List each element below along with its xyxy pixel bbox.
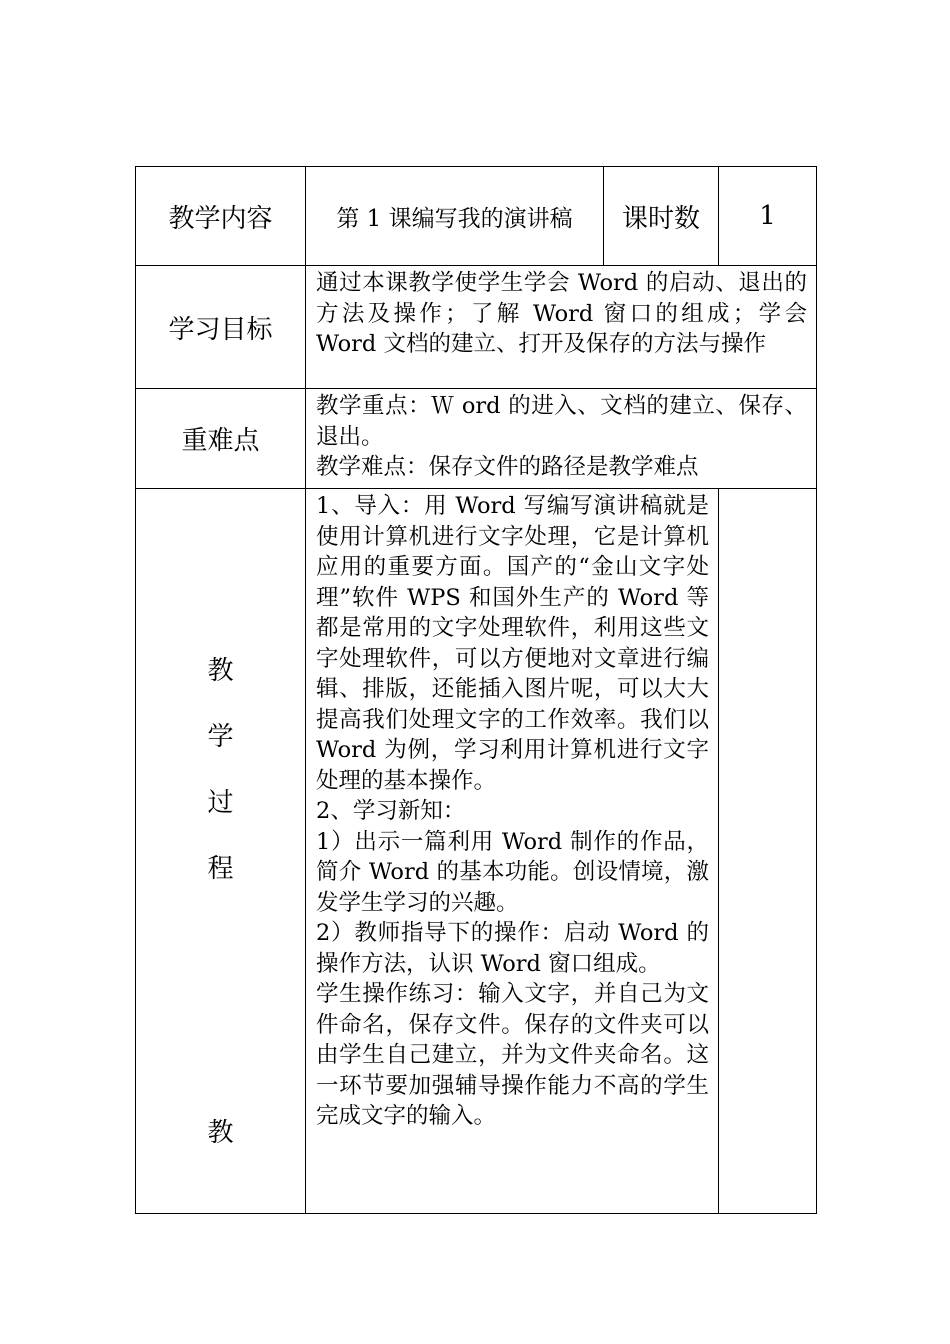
key-focus-paragraph: 教学重点：Ｗ ord 的进入、文档的建立、保存、退出。 <box>316 393 807 450</box>
table-row-content <box>136 167 817 266</box>
hours-label: 课时数 <box>604 167 719 266</box>
lesson-title: 第 1 课编写我的演讲稿 <box>306 167 604 266</box>
content-label: 教学内容 <box>136 167 306 266</box>
process-paragraph: 2、学习新知： <box>316 798 466 824</box>
process-text <box>306 489 719 1214</box>
process-label <box>136 489 306 1214</box>
process-label-char: 教 <box>207 656 234 686</box>
process-label-char: 过 <box>207 788 234 818</box>
process-label-char: 程 <box>207 854 234 884</box>
process-paragraph: 1、导入：用 Word 写编写演讲稿就是使用计算机进行文字处理，它是计算机应用的重要方面。国产的“金山文字处理”软件 WPS 和国外生产的 Word 等都是常用的文字处理软件，利用这些文字处理软件，可以方便地对文章进行编辑、排版，还能插入图片呢，可以大大提高我们处理文字的工作效率。我们以 Word 为例，学习利用计算机进行文字处理的基本操作。 <box>316 493 709 794</box>
process-paragraph: 学生操作练习：输入文字，并自己为文件命名，保存文件。保存的文件夹可以由学生自己建立，并为文件夹命名。这一环节要加强辅导操作能力不高的学生完成文字的输入。 <box>316 981 709 1129</box>
lesson-plan-table <box>135 166 817 1214</box>
key-points-text <box>306 389 817 489</box>
process-label-char: 学 <box>207 722 234 752</box>
process-paragraph: 1）出示一篇利用 Word 制作的作品，简介 Word 的基本功能。创设情境，激发学生学习的兴趣。 <box>316 828 709 916</box>
objectives-paragraph: 通过本课教学使学生学会 Word 的启动、退出的方法及操作；了解 Word 窗口的组成；学会 Word 文档的建立、打开及保存的方法与操作 <box>316 270 807 357</box>
table-row-process <box>136 489 817 1214</box>
process-label-tail: 教 <box>207 1118 234 1148</box>
hours-value: 1 <box>719 167 817 266</box>
key-difficulty-paragraph: 教学难点：保存文件的路径是教学难点 <box>316 454 699 480</box>
objectives-text <box>306 266 817 389</box>
objectives-label: 学习目标 <box>136 266 306 389</box>
process-notes <box>719 489 817 1214</box>
key-points-label: 重难点 <box>136 389 306 489</box>
table-row-objectives <box>136 266 817 389</box>
table-row-key-points <box>136 389 817 489</box>
process-paragraph: 2）教师指导下的操作：启动 Word 的操作方法，认识 Word 窗口组成。 <box>316 920 709 977</box>
